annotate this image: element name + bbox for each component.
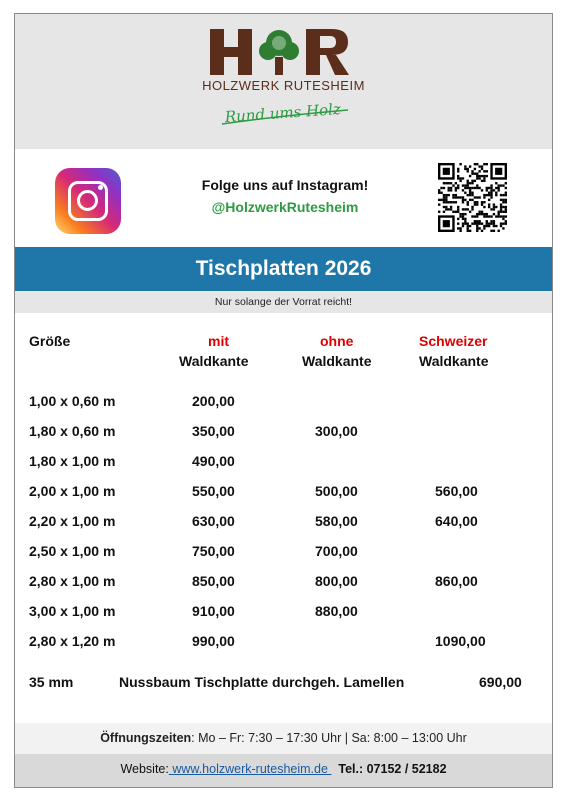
cell-ohne: 880,00 — [315, 603, 358, 619]
cell-size: 2,20 x 1,00 m — [29, 513, 116, 529]
instagram-follow-text: Folge uns auf Instagram! — [201, 177, 369, 193]
header-mit: mit — [208, 333, 229, 349]
cell-size: 2,00 x 1,00 m — [29, 483, 116, 499]
holzwerk-logo-icon — [208, 27, 350, 77]
cell-schweizer: 860,00 — [435, 573, 478, 589]
cell-mit: 490,00 — [192, 453, 235, 469]
page-title: Tischplatten 2026 — [15, 247, 552, 291]
instagram-icon[interactable] — [55, 168, 121, 234]
header-mit-sub: Waldkante — [179, 353, 249, 369]
cell-mit: 200,00 — [192, 393, 235, 409]
cell-mit: 750,00 — [192, 543, 235, 559]
slogan-signature — [208, 96, 358, 130]
instagram-handle[interactable]: @HolzwerkRutesheim — [211, 199, 359, 215]
svg-text:Rund ums Holz: Rund ums Holz — [224, 99, 342, 127]
contact-bar — [15, 754, 552, 788]
stock-note: Nur solange der Vorrat reicht! — [15, 291, 552, 313]
cell-mit: 630,00 — [192, 513, 235, 529]
header-size: Größe — [29, 333, 71, 349]
special-thickness: 35 mm — [29, 674, 74, 690]
header — [15, 14, 552, 149]
cell-size: 1,80 x 1,00 m — [29, 453, 116, 469]
cell-ohne: 700,00 — [315, 543, 358, 559]
special-description: Nussbaum Tischplatte durchgeh. Lamellen — [119, 674, 405, 690]
website-label: Website: — [120, 762, 169, 776]
header-ohne-sub: Waldkante — [302, 353, 372, 369]
cell-size: 2,50 x 1,00 m — [29, 543, 116, 559]
cell-ohne: 800,00 — [315, 573, 358, 589]
cell-ohne: 500,00 — [315, 483, 358, 499]
cell-size: 1,00 x 0,60 m — [29, 393, 116, 409]
cell-mit: 850,00 — [192, 573, 235, 589]
cell-ohne: 300,00 — [315, 423, 358, 439]
cell-schweizer: 640,00 — [435, 513, 478, 529]
cell-mit: 350,00 — [192, 423, 235, 439]
header-schweizer-sub: Waldkante — [419, 353, 489, 369]
cell-size: 2,80 x 1,00 m — [29, 573, 116, 589]
phone-number[interactable]: Tel.: 07152 / 52182 — [338, 762, 447, 776]
logo-text: HOLZWERK RUTESHEIM — [202, 78, 365, 93]
header-schweizer: Schweizer — [419, 333, 488, 349]
header-ohne: ohne — [320, 333, 354, 349]
special-price: 690,00 — [479, 674, 522, 690]
cell-schweizer: 560,00 — [435, 483, 478, 499]
cell-size: 3,00 x 1,00 m — [29, 603, 116, 619]
cell-mit: 910,00 — [192, 603, 235, 619]
hours-text: : Mo – Fr: 7:30 – 17:30 Uhr | Sa: 8:00 – 13:00 Uhr — [191, 731, 467, 745]
cell-mit: 990,00 — [192, 633, 235, 649]
cell-ohne: 580,00 — [315, 513, 358, 529]
cell-size: 2,80 x 1,20 m — [29, 633, 116, 649]
qr-code-icon[interactable] — [438, 163, 507, 232]
cell-mit: 550,00 — [192, 483, 235, 499]
website-link[interactable]: www.holzwerk-rutesheim.de — [168, 762, 332, 776]
cell-size: 1,80 x 0,60 m — [29, 423, 116, 439]
opening-hours — [15, 723, 552, 754]
cell-schweizer: 1090,00 — [435, 633, 486, 649]
hours-label: Öffnungszeiten — [100, 731, 192, 745]
instagram-row — [15, 149, 552, 247]
price-sheet — [14, 13, 553, 788]
